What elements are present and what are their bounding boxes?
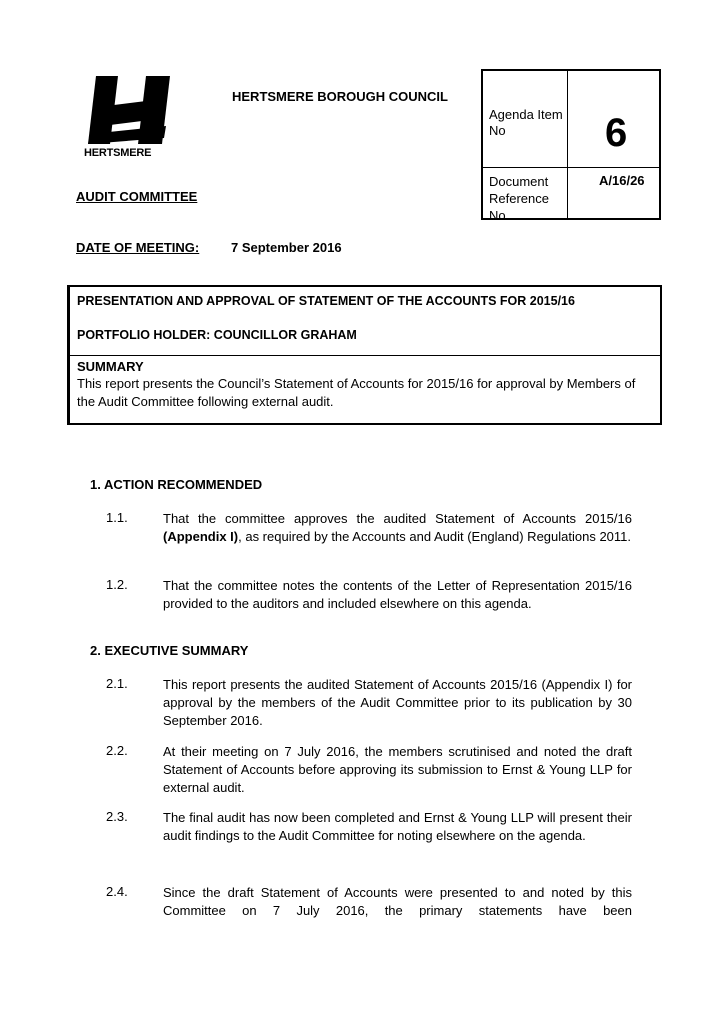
document-reference-label: Document Reference No xyxy=(489,174,549,223)
paragraph-number: 1.2. xyxy=(106,577,128,592)
paragraph-text: The final audit has now been completed and Ernst & Young LLP will present their audit findings to the Audit Committee for noting elsewhere on the agenda. xyxy=(163,810,632,843)
paragraph-text: This report presents the audited Statement of Accounts 2015/16 (Appendix I) for approval by the members of the Audit Committee prior to its publication by 30 September 2016. xyxy=(163,677,632,728)
paragraph-number: 2.1. xyxy=(106,676,128,691)
section-heading: 1. ACTION RECOMMENDED xyxy=(90,477,263,492)
paragraph-text: Since the draft Statement of Accounts were presented to and noted by this Committee on 7 July 2016, the primary statements have been xyxy=(163,885,632,918)
paragraph-number: 1.1. xyxy=(106,510,128,525)
paragraph-text-part: That the committee approves the audited Statement of Accounts 2015/16 xyxy=(163,511,632,526)
logo-wordmark: HERTSMERE xyxy=(84,147,152,159)
report-title-box xyxy=(67,285,662,425)
portfolio-holder: PORTFOLIO HOLDER: COUNCILLOR GRAHAM xyxy=(77,328,357,342)
paragraph-text-part: , as required by the Accounts and Audit (England) Regulations 2011. xyxy=(238,529,632,544)
agenda-info-box xyxy=(481,69,661,223)
summary-text: This report presents the Council’s Statement of Accounts for 2015/16 for approval by Members of the Audit Committee following external audit. xyxy=(77,376,636,409)
paragraph-text: At their meeting on 7 July 2016, the members scrutinised and noted the draft Statement of Accounts before approving its submission to Ernst & Young LLP for external audit. xyxy=(163,744,632,795)
paragraph-number: 2.3. xyxy=(106,809,128,824)
divider xyxy=(483,167,659,168)
divider xyxy=(70,355,660,356)
appendix-reference: (Appendix I) xyxy=(163,529,239,544)
agenda-item-number: 6 xyxy=(605,111,628,155)
committee-name: AUDIT COMMITTEE xyxy=(76,189,198,204)
paragraph-text xyxy=(163,510,632,546)
document-reference-value: A/16/26 xyxy=(599,173,645,188)
agenda-item-label: Agenda Item No xyxy=(489,107,563,138)
meeting-date: 7 September 2016 xyxy=(231,240,342,255)
council-name: HERTSMERE BOROUGH COUNCIL xyxy=(232,89,448,104)
date-label: DATE OF MEETING: xyxy=(76,240,200,255)
report-title: PRESENTATION AND APPROVAL OF STATEMENT OF THE ACCOUNTS FOR 2015/16 xyxy=(77,294,575,308)
divider xyxy=(567,71,568,218)
paragraph-number: 2.2. xyxy=(106,743,128,758)
section-heading: 2. EXECUTIVE SUMMARY xyxy=(90,643,249,658)
summary-heading: SUMMARY xyxy=(77,359,144,374)
paragraph-number: 2.4. xyxy=(106,884,128,899)
paragraph-text: That the committee notes the contents of the Letter of Representation 2015/16 provided to the auditors and included elsewhere on this agenda. xyxy=(163,578,632,611)
